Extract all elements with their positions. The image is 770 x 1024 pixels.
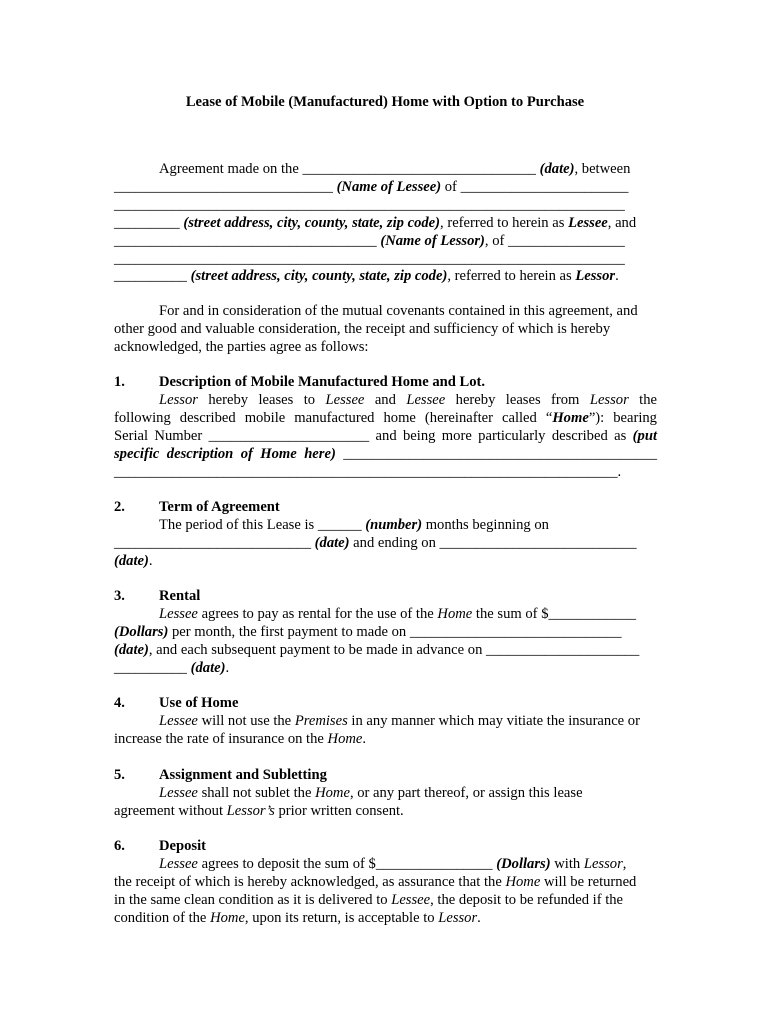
section-heading [114, 588, 657, 606]
consideration-line-2: other good and valuable consideration, the receipt and sufficiency of which is hereby [114, 320, 611, 337]
intro-line-1: Agreement made on the ________________________________ (date), between [159, 161, 631, 177]
section-heading [114, 374, 657, 392]
section-1-line-1: Lessor hereby leases to Lessee and Lessee hereby leases from Lessor the [159, 391, 658, 408]
section-6-line-2: the receipt of which is hereby acknowledged, as assurance that the Home will be returned [114, 873, 637, 890]
section-5-line-2: agreement without Lessor’s prior written consent. [114, 802, 404, 819]
section-number: 6. [114, 838, 125, 854]
consideration-paragraph [114, 303, 657, 357]
section-4 [114, 695, 657, 749]
document-title: Lease of Mobile (Manufactured) Home with Option to Purchase [185, 94, 585, 110]
section-6-line-4: condition of the Home, upon its return, is acceptable to Lessor. [114, 909, 481, 926]
section-title: Rental [159, 588, 201, 604]
section-1 [114, 374, 657, 481]
section-3-line-1: Lessee agrees to pay as rental for the use of the Home the sum of $____________ [159, 605, 637, 622]
section-6-line-1: Lessee agrees to deposit the sum of $________________ (Dollars) with Lessor, [159, 855, 627, 872]
intro-line-2: ______________________________ (Name of Lessee) of _______________________ [114, 178, 629, 195]
section-3 [114, 588, 657, 678]
section-5 [114, 767, 657, 821]
section-number: 5. [114, 767, 125, 783]
section-2-line-1: The period of this Lease is ______ (number) months beginning on [159, 516, 549, 533]
section-number: 3. [114, 588, 125, 604]
section-5-line-1: Lessee shall not sublet the Home, or any part thereof, or assign this lease [159, 784, 583, 801]
section-3-line-4: __________ (date). [114, 659, 230, 676]
intro-line-3: ______________________________________________________________________ [114, 196, 625, 213]
section-1-line-3: Serial Number ______________________ and being more particularly described as (put [114, 427, 657, 444]
section-title: Deposit [159, 838, 207, 854]
section-2-line-3: (date). [114, 552, 153, 569]
section-heading [114, 838, 657, 856]
section-3-line-2: (Dollars) per month, the first payment to made on _____________________________ [114, 623, 622, 640]
section-6-line-3: in the same clean condition as it is delivered to Lessee, the deposit to be refunded if the [114, 891, 624, 908]
section-heading [114, 695, 657, 713]
consideration-line-1: For and in consideration of the mutual covenants contained in this agreement, and [159, 303, 638, 319]
intro-line-4: _________ (street address, city, county, state, zip code), referred to herein as Lessee, and [114, 214, 637, 231]
section-number: 2. [114, 499, 125, 515]
intro-line-6: ______________________________________________________________________ [114, 250, 625, 267]
section-3-line-3: (date), and each subsequent payment to be made in advance on _____________________ [114, 641, 640, 658]
section-1-line-2: following described mobile manufactured home (hereinafter called “Home”): bearing [114, 409, 657, 426]
section-1-line-5: _____________________________________________________________________. [114, 463, 622, 480]
section-title: Description of Mobile Manufactured Home and Lot. [159, 374, 486, 390]
section-title: Assignment and Subletting [159, 767, 327, 783]
intro-paragraph [114, 161, 657, 286]
section-title: Use of Home [159, 695, 239, 711]
section-title: Term of Agreement [159, 499, 280, 515]
section-2 [114, 499, 657, 571]
consideration-line-3: acknowledged, the parties agree as follows: [114, 338, 369, 355]
section-1-line-4: specific description of Home here) ___________________________________________ [114, 445, 658, 462]
intro-line-7: __________ (street address, city, county, state, zip code), referred to herein as Lessor. [114, 268, 619, 285]
section-4-line-2: increase the rate of insurance on the Home. [114, 730, 367, 747]
section-6 [114, 838, 657, 928]
intro-line-5: ____________________________________ (Name of Lessor), of ________________ [114, 232, 625, 249]
section-number: 1. [114, 374, 125, 390]
section-2-line-2: ___________________________ (date) and ending on ___________________________ [114, 534, 637, 551]
section-4-line-1: Lessee will not use the Premises in any manner which may vitiate the insurance or [159, 712, 640, 729]
section-heading [114, 499, 657, 517]
section-heading [114, 767, 657, 785]
section-number: 4. [114, 695, 125, 711]
